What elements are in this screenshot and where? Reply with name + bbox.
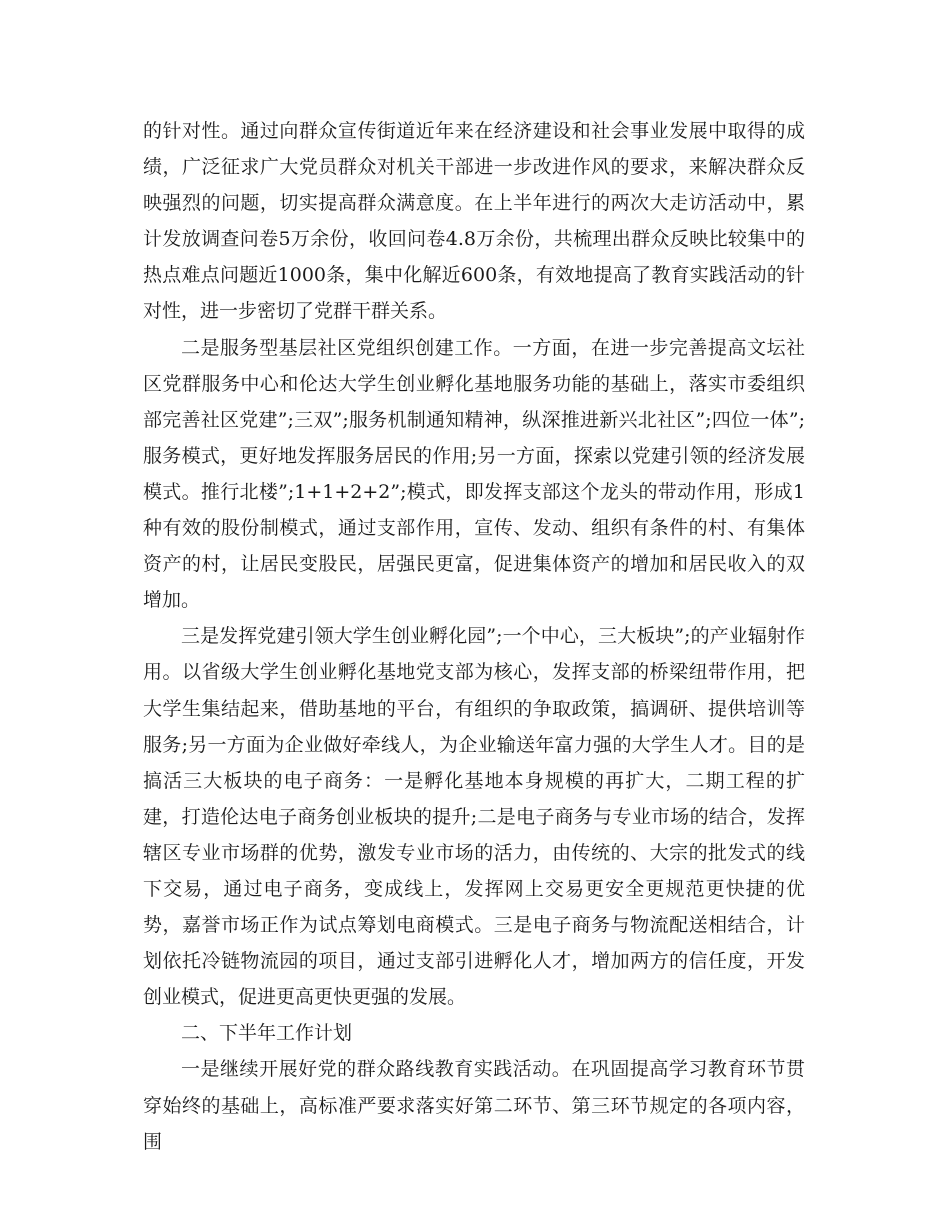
paragraph-2: 二是服务型基层社区党组织创建工作。一方面，在进一步完善提高文坛社区党群服务中心和伦达大学生创业孵化基地服务功能的基础上，落实市委组织部完善社区党建”;三双”;服务机制通知精神，纵深推进新兴北社区”;四位一体”;服务模式，更好地发挥服务居民的作用;另一方面，探索以党建引领的经济发展模式。推行北楼”;1+1+2+2”;模式，即发挥支部这个龙头的带动作用，形成1种有效的股份制模式，通过支部作用，宣传、发动、组织有条件的村、有集体资产的村，让居民变股民，居强民更富，促进集体资产的增加和居民收入的双增加。 <box>143 336 805 612</box>
paragraph-1: 的针对性。通过向群众宣传街道近年来在经济建设和社会事业发展中取得的成绩，广泛征求广大党员群众对机关干部进一步改进作风的要求，来解决群众反映强烈的问题，切实提高群众满意度。在上半年进行的两次大走访活动中，累计发放调查问卷5万余份，收回问卷4.8万余份，共梳理出群众反映比较集中的热点难点问题近1000条，集中化解近600条，有效地提高了教育实践活动的针对性，进一步密切了党群干群关系。 <box>143 120 805 323</box>
section-heading: 二、下半年工作计划 <box>181 1022 353 1045</box>
document-page <box>143 113 805 1160</box>
paragraph-3: 三是发挥党建引领大学生创业孵化园”;一个中心，三大板块”;的产业辐射作用。以省级大学生创业孵化基地党支部为核心，发挥支部的桥梁纽带作用，把大学生集结起来，借助基地的平台，有组织的争取政策，搞调研、提供培训等服务;另一方面为企业做好牵线人，为企业输送年富力强的大学生人才。目的是搞活三大板块的电子商务：一是孵化基地本身规模的再扩大，二期工程的扩建，打造伦达电子商务创业板块的提升;二是电子商务与专业市场的结合，发挥辖区专业市场群的优势，激发专业市场的活力，由传统的、大宗的批发式的线下交易，通过电子商务，变成线上，发挥网上交易更安全更规范更快捷的优势，嘉誉市场正作为试点筹划电商模式。三是电子商务与物流配送相结合，计划依托冷链物流园的项目，通过支部引进孵化人才，增加两方的信任度，开发创业模式，促进更高更快更强的发展。 <box>143 625 805 1009</box>
paragraph-4: 一是继续开展好党的群众路线教育实践活动。在巩固提高学习教育环节贯穿始终的基础上，高标准严要求落实好第二环节、第三环节规定的各项内容，围 <box>143 1058 805 1153</box>
